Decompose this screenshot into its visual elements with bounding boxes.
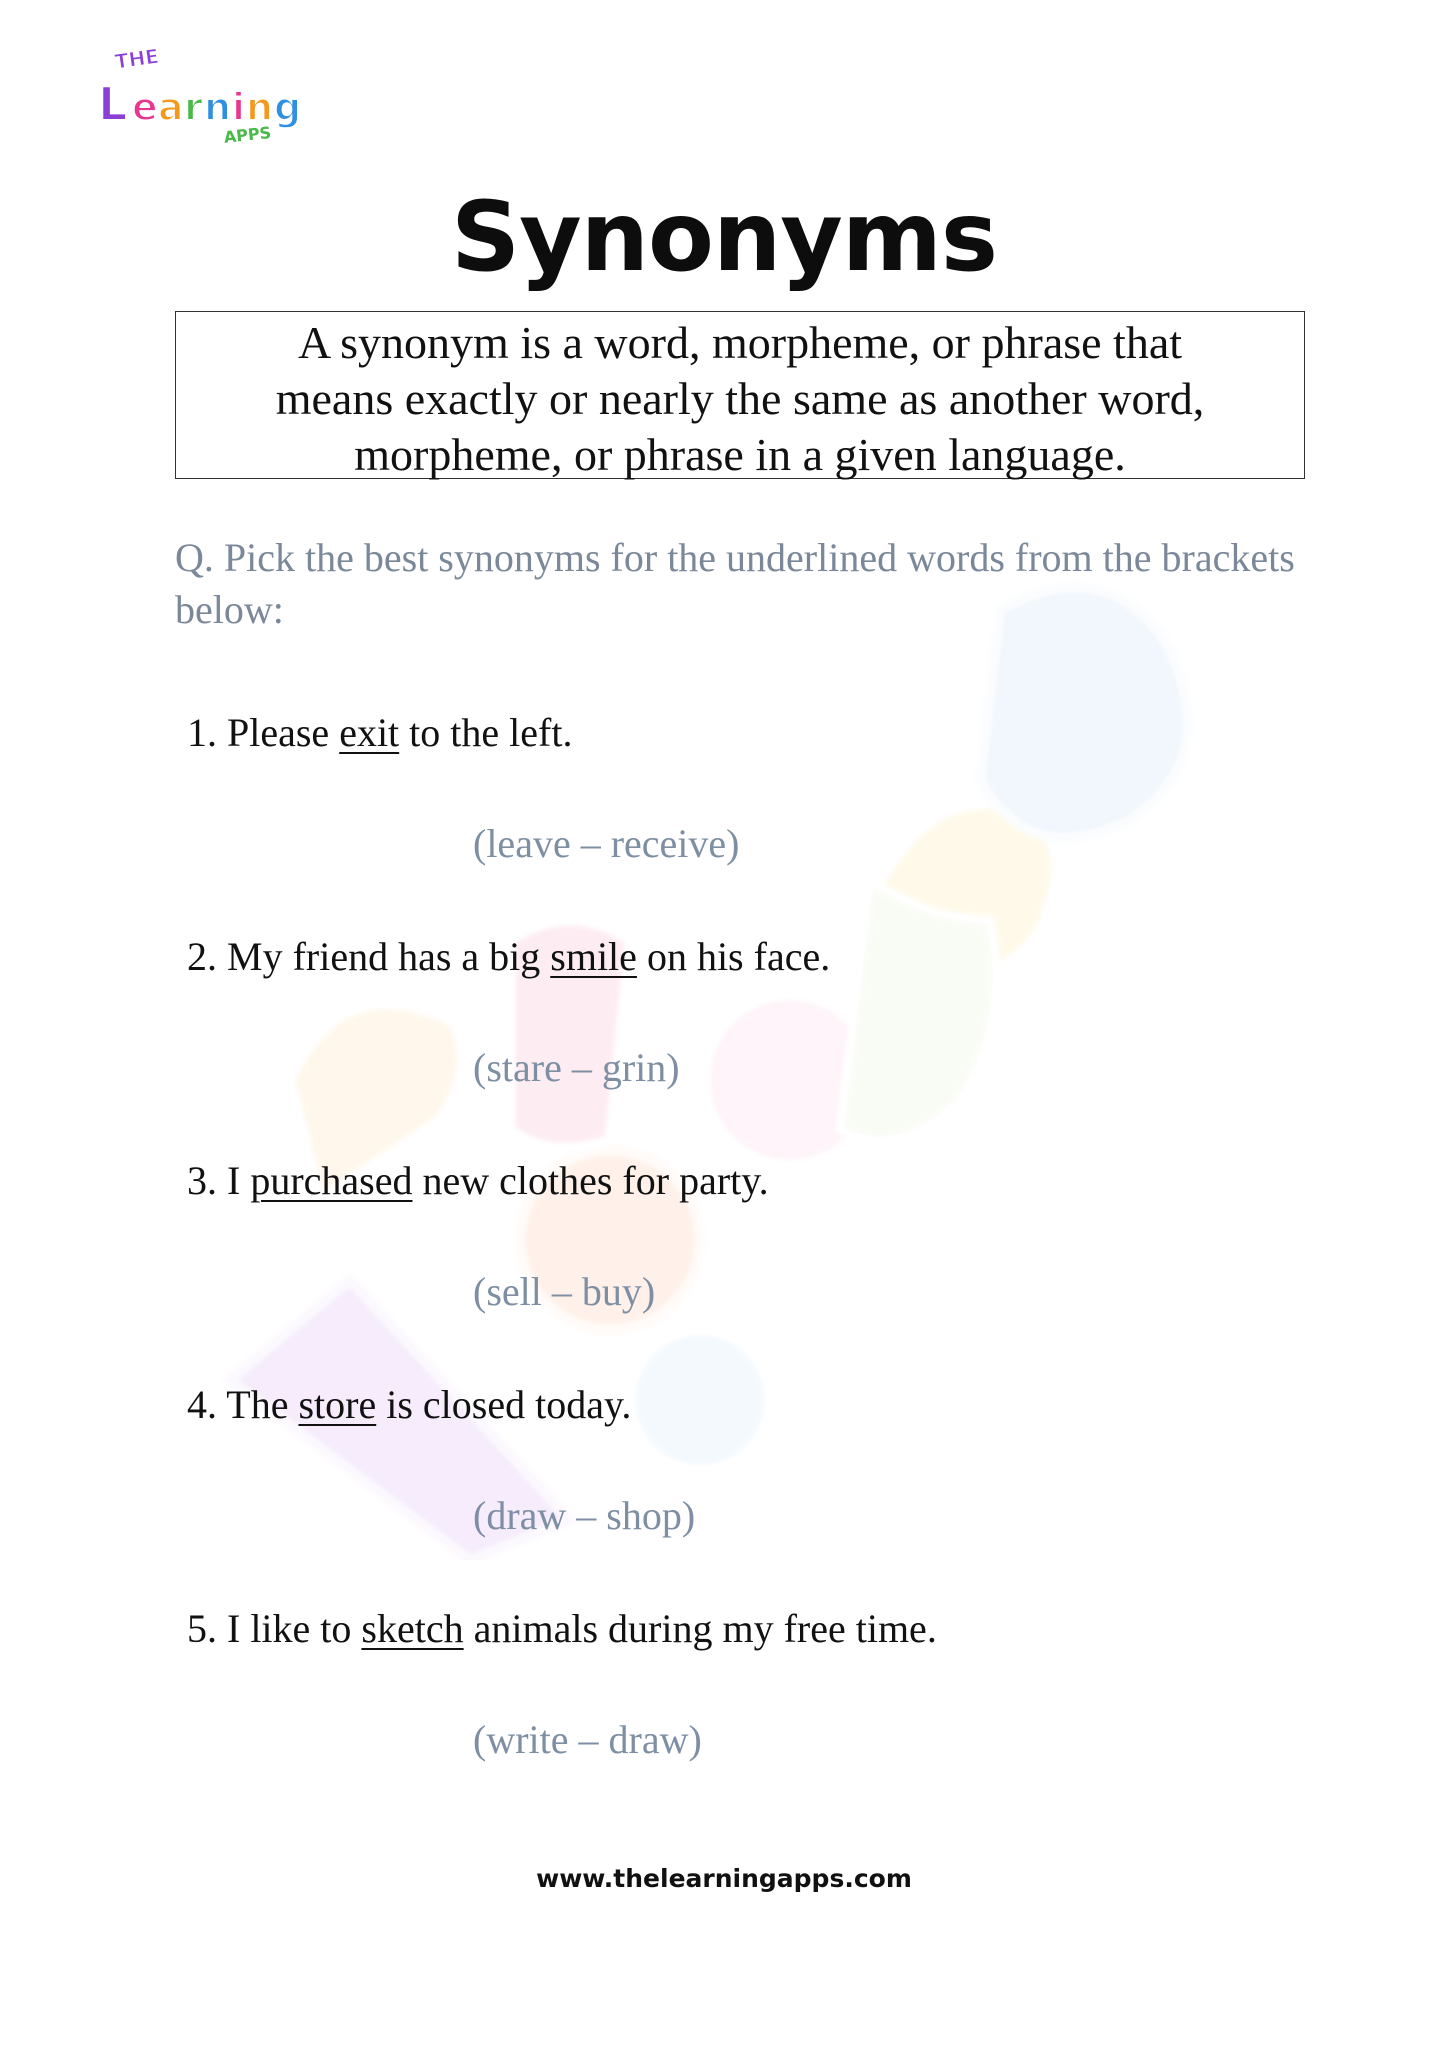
question-text-before: Please [227,710,340,755]
question-5 [187,1605,937,1653]
learning-apps-logo [92,38,342,148]
question-2 [187,933,830,981]
question-number: 5. [187,1606,217,1651]
definition-line: morpheme, or phrase in a given language. [354,429,1126,480]
definition-line: A synonym is a word, morpheme, or phrase that [297,317,1183,368]
question-text-after: on his face. [636,934,831,979]
svg-text:r: r [184,85,203,129]
underlined-word: smile [550,934,637,979]
definition-box [175,311,1305,479]
svg-text:a: a [158,85,184,129]
options-4: (draw – shop) [473,1493,696,1538]
options-5: (write – draw) [473,1717,702,1762]
svg-text:i: i [232,85,246,129]
svg-text:L: L [98,77,128,131]
question-text-before: The [226,1382,299,1427]
question-number: 4. [187,1382,217,1427]
options-2: (stare – grin) [473,1045,680,1090]
question-text-after: to the left. [399,710,573,755]
instruction-text: Q. Pick the best synonyms for the underlined words from the brackets below: [175,535,1295,632]
question-text-before: I like to [227,1606,362,1651]
question-number: 3. [187,1158,217,1203]
definition-line: means exactly or nearly the same as another word, [275,373,1205,424]
svg-text:APPS: APPS [222,122,272,147]
svg-text:THE: THE [113,43,161,74]
underlined-word: exit [339,710,400,755]
page-title: Synonyms [450,181,998,293]
question-number: 1. [187,710,217,755]
question-1 [187,709,572,757]
svg-text:n: n [204,85,232,129]
options-1: (leave – receive) [473,821,740,866]
question-4 [187,1381,631,1429]
svg-text:n: n [246,85,274,129]
footer-url[interactable]: www.thelearningapps.com [536,1864,912,1893]
question-text-before: My friend has a big [227,934,551,979]
question-text-after: animals during my free time. [463,1606,937,1651]
underlined-word: purchased [250,1158,413,1203]
question-text-after: is closed today. [376,1382,632,1427]
question-text-before: I [227,1158,251,1203]
svg-text:g: g [274,85,302,129]
options-3: (sell – buy) [473,1269,656,1314]
question-3 [187,1157,769,1205]
underlined-word: store [298,1382,377,1427]
question-number: 2. [187,934,217,979]
underlined-word: sketch [361,1606,464,1651]
question-text-after: new clothes for party. [412,1158,769,1203]
svg-text:e: e [132,85,158,129]
